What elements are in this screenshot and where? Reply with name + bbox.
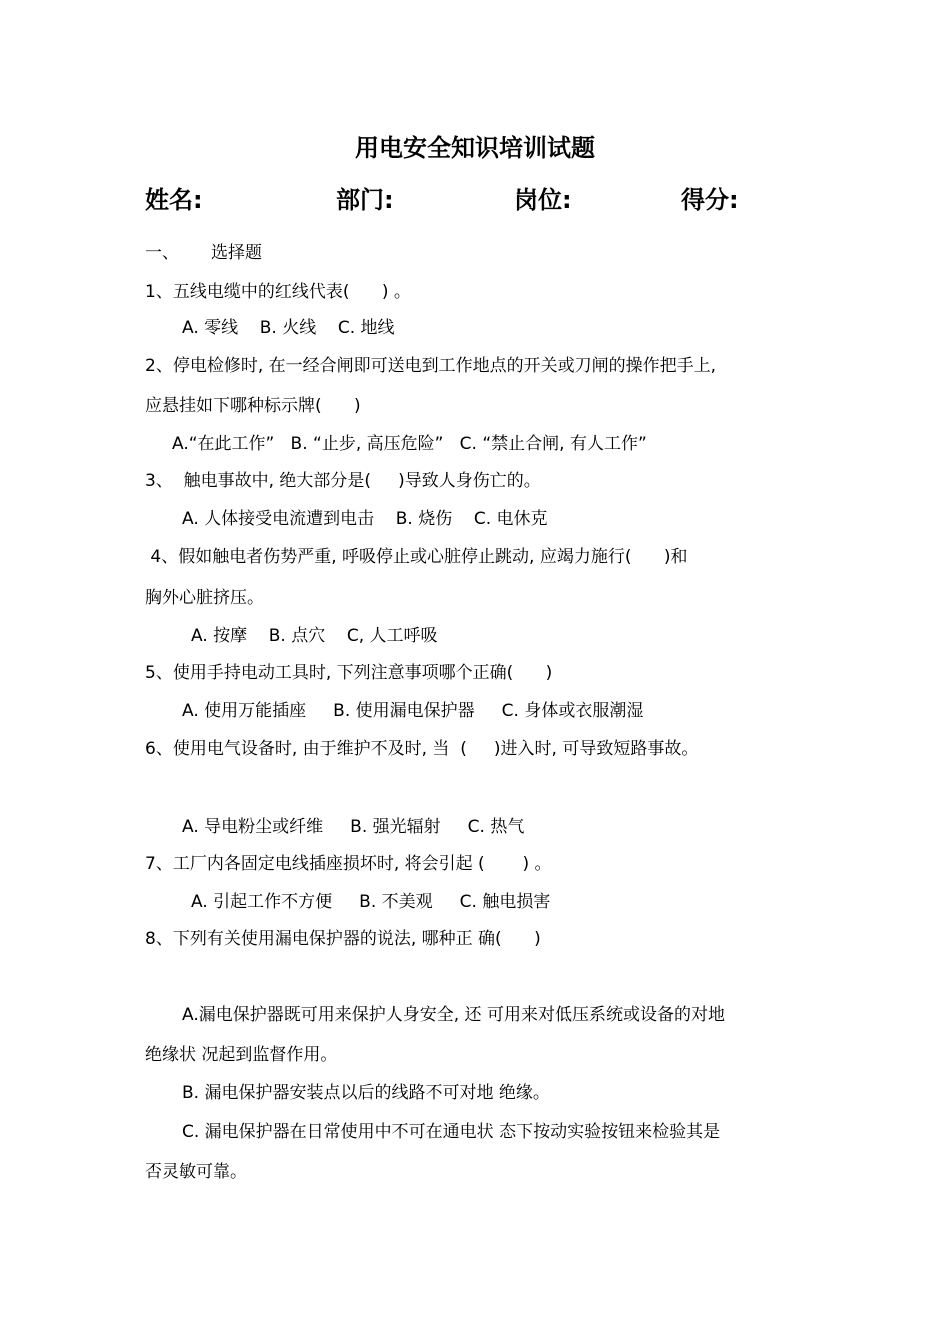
question-1: 1、五线电缆中的红线代表( ) 。 <box>145 282 411 302</box>
question-8-option-a-line-1: A.漏电保护器既可用来保护人身安全, 还 可用来对低压系统或设备的对地 <box>182 1005 725 1025</box>
question-8-option-a-line-2: 绝缘状 况起到监督作用。 <box>145 1045 338 1065</box>
question-4-line-1: 4、假如触电者伤势严重, 呼吸停止或心脏停止跳动, 应竭力施行( )和 <box>145 547 688 567</box>
question-4-line-2: 胸外心脏挤压。 <box>145 588 264 608</box>
question-5-options: A. 使用万能插座 B. 使用漏电保护器 C. 身体或衣服潮湿 <box>182 701 644 721</box>
section-heading: 选择题 <box>211 243 262 263</box>
question-6-options: A. 导电粉尘或纤维 B. 强光辐射 C. 热气 <box>182 817 525 837</box>
question-2-line-2: 应悬挂如下哪种标示牌( ) <box>145 396 361 416</box>
section-number: 一、 <box>145 243 179 263</box>
question-2-line-1: 2、停电检修时, 在一经合闸即可送电到工作地点的开关或刀闸的操作把手上, <box>145 356 717 376</box>
question-6: 6、使用电气设备时, 由于维护不及时, 当 ( )进入时, 可导致短路事故。 <box>145 739 699 759</box>
question-4-options: A. 按摩 B. 点穴 C, 人工呼吸 <box>191 626 438 646</box>
department-field-label: 部门: <box>336 186 394 214</box>
question-8-option-c-line-1: C. 漏电保护器在日常使用中不可在通电状 态下按动实验按钮来检验其是 <box>182 1122 721 1142</box>
question-8-option-c-line-2: 否灵敏可靠。 <box>145 1162 247 1182</box>
question-8-option-b: B. 漏电保护器安装点以后的线路不可对地 绝缘。 <box>182 1083 550 1103</box>
position-field-label: 岗位: <box>514 186 572 214</box>
exam-title: 用电安全知识培训试题 <box>355 134 595 162</box>
question-8: 8、下列有关使用漏电保护器的说法, 哪种正 确( ) <box>145 929 541 949</box>
name-field-label: 姓名: <box>145 186 203 214</box>
question-3: 3、 触电事故中, 绝大部分是( )导致人身伤亡的。 <box>145 471 541 491</box>
score-field-label: 得分: <box>681 186 739 214</box>
question-1-options: A. 零线 B. 火线 C. 地线 <box>182 318 395 338</box>
question-7-options: A. 引起工作不方便 B. 不美观 C. 触电损害 <box>191 892 551 912</box>
question-5: 5、使用手持电动工具时, 下列注意事项哪个正确( ) <box>145 663 553 683</box>
question-2-options: A.“在此工作” B. “止步, 高压危险” C. “禁止合闸, 有人工作” <box>172 434 647 454</box>
question-3-options: A. 人体接受电流遭到电击 B. 烧伤 C. 电休克 <box>182 509 548 529</box>
question-7: 7、工厂内各固定电线插座损坏时, 将会引起 ( ) 。 <box>145 854 552 874</box>
